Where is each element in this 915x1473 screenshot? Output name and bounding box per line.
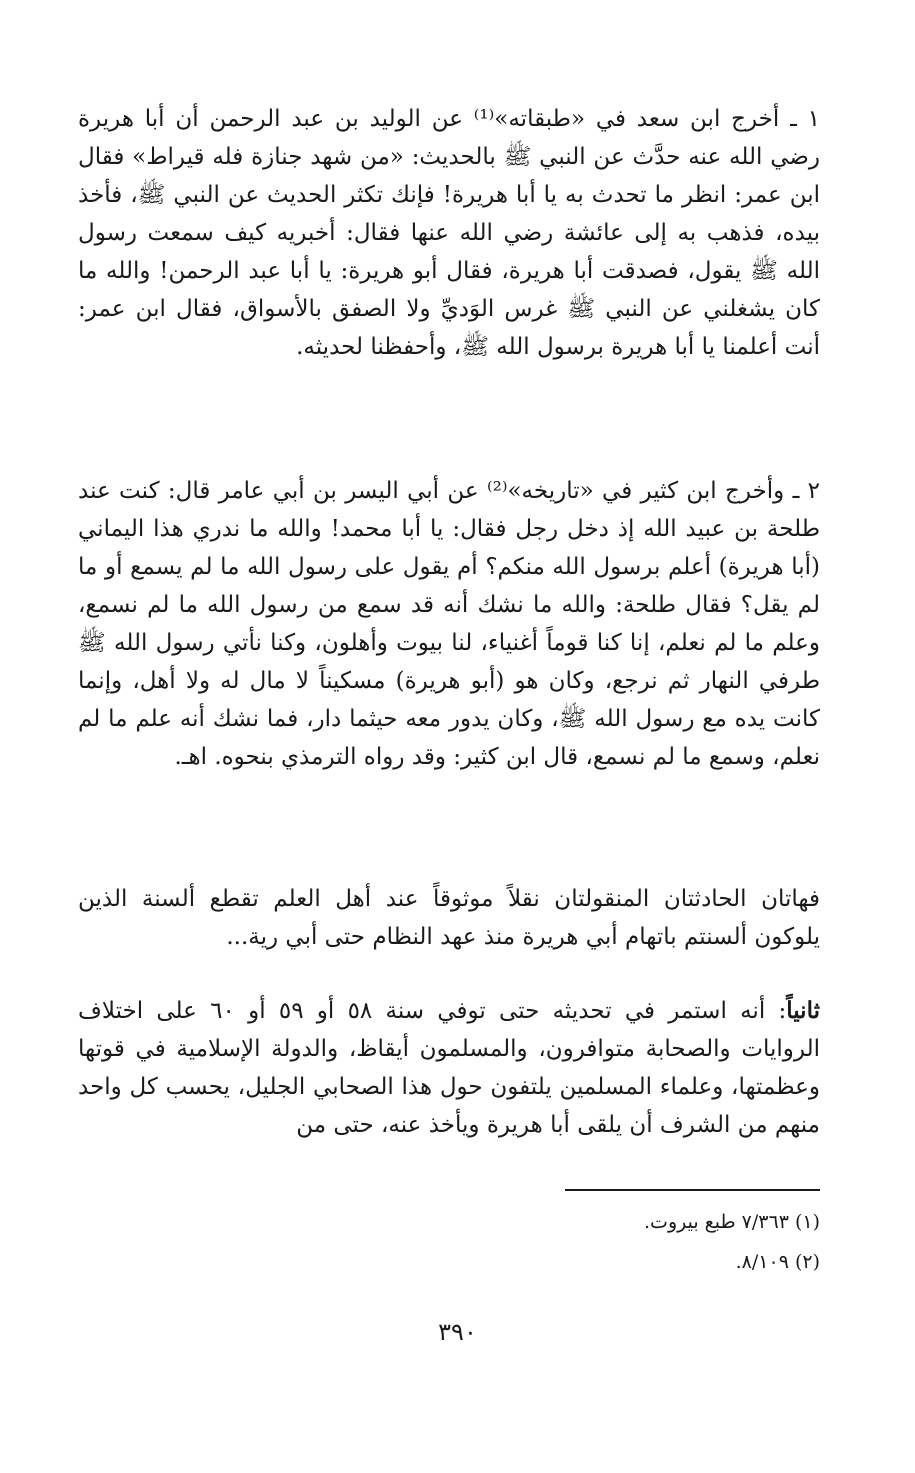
page-number: ٣٩٠: [438, 1318, 477, 1346]
footnote-divider: [565, 1189, 820, 1191]
paragraph-4: [78, 992, 820, 1144]
paragraph-4-rest: : أنه استمر في تحديثه حتى توفي سنة ٥٨ أو ٥٩ أو ٦٠ على اختلاف الروايات والصحابة متوافرون، والمسلمون أيقاظ، والدولة الإسلامية في قوتها وعظمتها، وعلماء المسلمين يلتفون حول هذا الصحابي الجليل، يحسب كل واحد منهم من الشرف أن يلقى أبا هريرة ويأخذ عنه، حتى من: [78, 998, 820, 1138]
footnote-2: (٢) ٨/١٠٩.: [735, 1251, 820, 1273]
paragraph-3: [78, 880, 820, 956]
paragraph-2-text: ٢ ـ وأخرج ابن كثير في «تاريخه»⁽²⁾ عن أبي اليسر بن أبي عامر قال: كنت عند طلحة بن عبيد الله إذ دخل رجل فقال: يا أبا محمد! والله ما ندري هذا اليماني (أبا هريرة) أعلم برسول الله منكم؟ أم يقول على رسول الله ما لم يسمع أو ما لم يقل؟ فقال طلحة: والله ما نشك أنه قد سمع من رسول الله ما لم نسمع، وعلم ما لم نعلم، إنا كنا قوماً أغنياء، لنا بيوت وأهلون، وكنا نأتي رسول الله ﷺ طرفي النهار ثم نرجع، وكان هو (أبو هريرة) مسكيناً لا مال له ولا أهل، وإنما كانت يده مع رسول الله ﷺ، وكان يدور معه حيثما دار، فما نشك أنه علم ما لم نعلم، وسمع ما لم نسمع، قال ابن كثير: وقد رواه الترمذي بنحوه. اهـ.: [78, 478, 820, 770]
paragraph-4-text: [78, 992, 820, 1144]
paragraph-2: [78, 472, 820, 776]
paragraph-1-text: ١ ـ أخرج ابن سعد في «طبقاته»⁽¹⁾ عن الوليد بن عبد الرحمن أن أبا هريرة رضي الله عنه حدَّث عن النبي ﷺ بالحديث: «من شهد جنازة فله قيراط» فقال ابن عمر: انظر ما تحدث به يا أبا هريرة! فإنك تكثر الحديث عن النبي ﷺ، فأخذ بيده، فذهب به إلى عائشة رضي الله عنها فقال: أخبريه كيف سمعت رسول الله ﷺ يقول، فصدقت أبا هريرة، فقال أبو هريرة: يا أبا عبد الرحمن! والله ما كان يشغلني عن النبي ﷺ غرس الوَديِّ ولا الصفق بالأسواق، فقال ابن عمر: أنت أعلمنا يا أبا هريرة برسول الله ﷺ، وأحفظنا لحديثه.: [78, 106, 820, 360]
paragraph-3-text: فهاتان الحادثتان المنقولتان نقلاً موثوقاً عند أهل العلم تقطع ألسنة الذين يلوكون ألسنتم باتهام أبي هريرة منذ عهد النظام حتى أبي رية...: [78, 886, 820, 950]
footnote-1: (١) ٧/٣٦٣ طبع بيروت.: [644, 1211, 820, 1233]
footnotes: [420, 1202, 820, 1282]
paragraph-1: [78, 100, 820, 366]
paragraph-4-lead: ثانياً: [786, 997, 820, 1024]
